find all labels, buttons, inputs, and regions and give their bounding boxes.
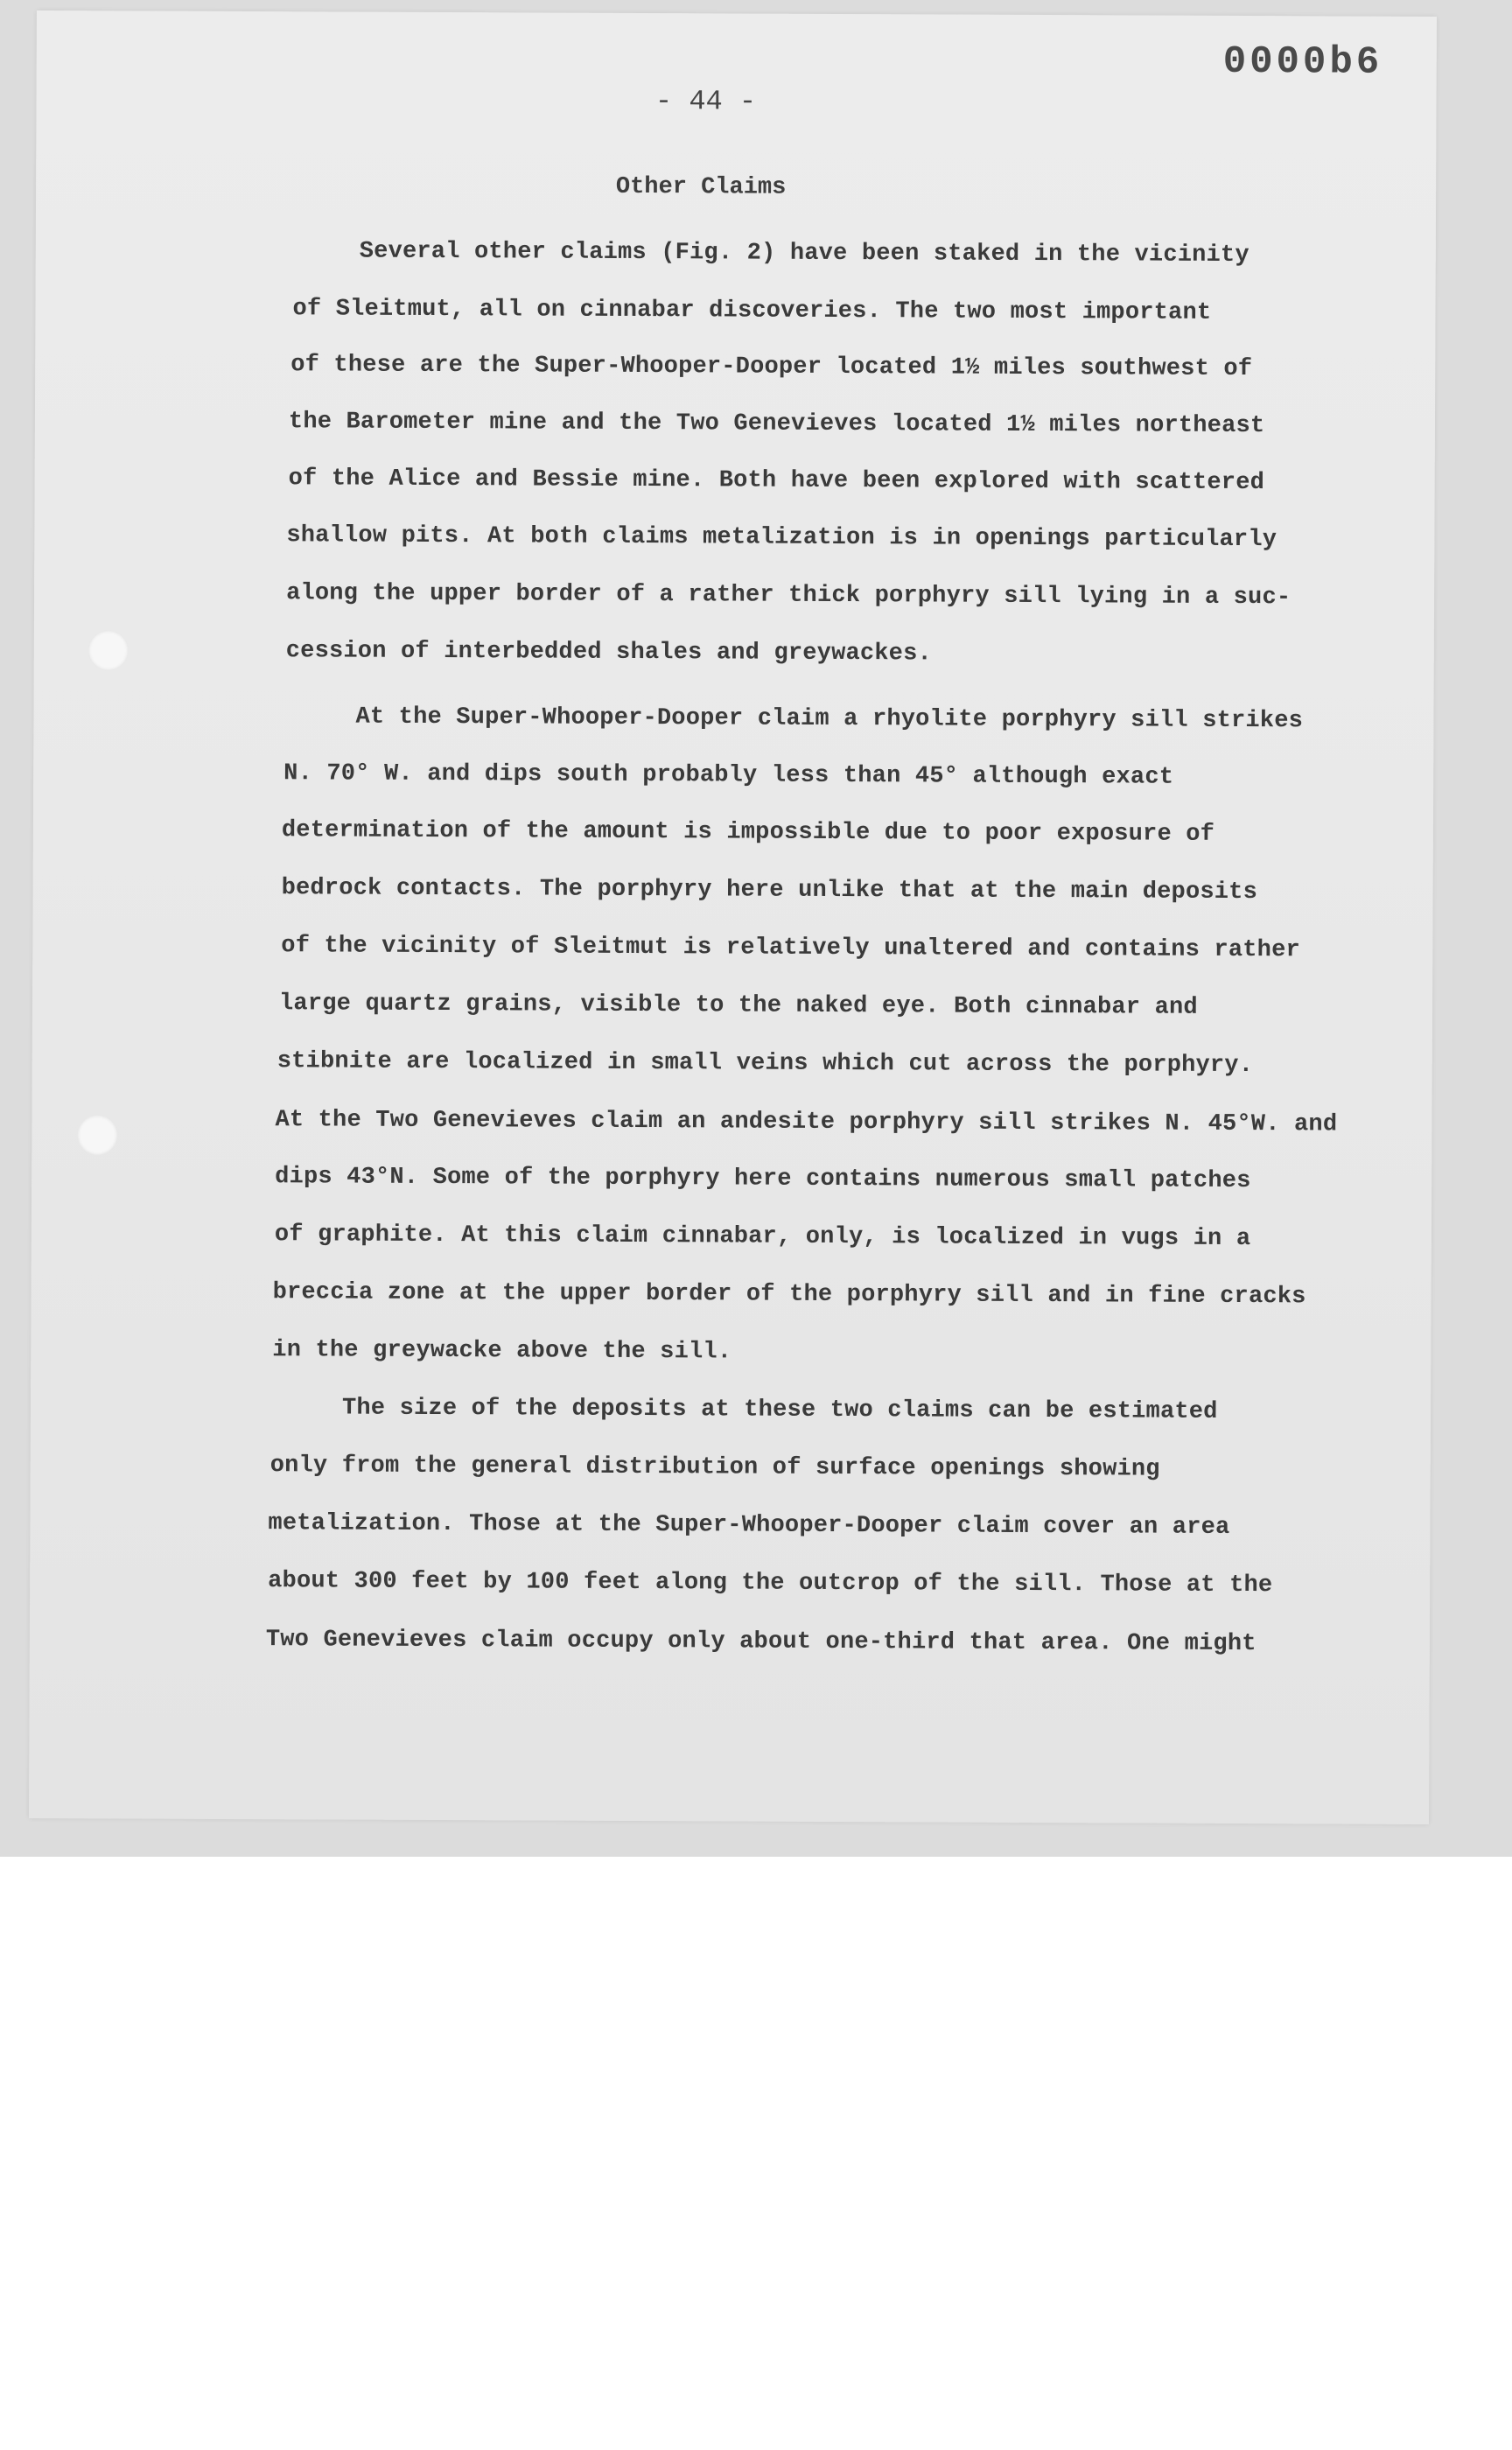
text-line: metalization. Those at the Super-Whooper-Dooper claim cover an area [268,1510,1230,1541]
text-line: determination of the amount is impossible due to poor exposure of [281,817,1215,848]
text-line: the Barometer mine and the Two Genevieves located 1½ miles northeast [288,409,1265,440]
text-line: breccia zone at the upper border of the porphyry sill and in fine cracks [272,1279,1306,1311]
text-line: The size of the deposits at these two claims can be estimated [341,1395,1218,1425]
punch-hole [88,630,129,670]
text-line: cession of interbedded shales and greywackes. [285,638,932,668]
text-line: At the Two Genevieves claim an andesite porphyry sill strikes N. 45°W. and [275,1107,1338,1138]
text-line: along the upper border of a rather thick porphyry sill lying in a suc- [286,580,1292,612]
text-line: only from the general distribution of surface openings showing [270,1452,1160,1483]
text-line: about 300 feet by 100 feet along the outcrop of the sill. Those at the [268,1568,1273,1600]
text-line: of graphite. At this claim cinnabar, only, is localized in vugs in a [274,1222,1251,1253]
text-line: Several other claims (Fig. 2) have been staked in the vicinity [359,238,1250,270]
archive-stamp: 0000b6 [1222,39,1383,85]
text-line: stibnite are localized in small veins which cut across the porphyry. [276,1048,1254,1080]
text-line: in the greywacke above the sill. [272,1337,732,1366]
text-line: of the vicinity of Sleitmut is relatively unaltered and contains rather [281,933,1300,964]
text-line: large quartz grains, visible to the naked eye. Both cinnabar and [278,990,1198,1021]
text-line: of the Alice and Bessie mine. Both have been explored with scattered [288,466,1265,497]
text-line: bedrock contacts. The porphyry here unlike that at the main deposits [281,875,1258,906]
punch-hole [77,1115,117,1155]
text-line: N. 70° W. and dips south probably less than 45° although exact [284,760,1174,791]
text-line: dips 43°N. Some of the porphyry here contains numerous small patches [275,1164,1251,1195]
document-page [29,10,1437,1824]
text-line: of these are the Super-Whooper-Dooper located 1½ miles southwest of [290,352,1253,383]
page-number: - 44 - [654,85,757,118]
text-line: shallow pits. At both claims metalization is in openings particularly [286,522,1278,554]
text-line: of Sleitmut, all on cinnabar discoveries. The two most important [292,296,1212,326]
text-line: At the Super-Whooper-Dooper claim a rhyolite porphyry sill strikes [355,704,1304,735]
section-title: Other Claims [615,173,787,201]
text-line: Two Genevieves claim occupy only about one-third that area. One might [265,1627,1256,1658]
